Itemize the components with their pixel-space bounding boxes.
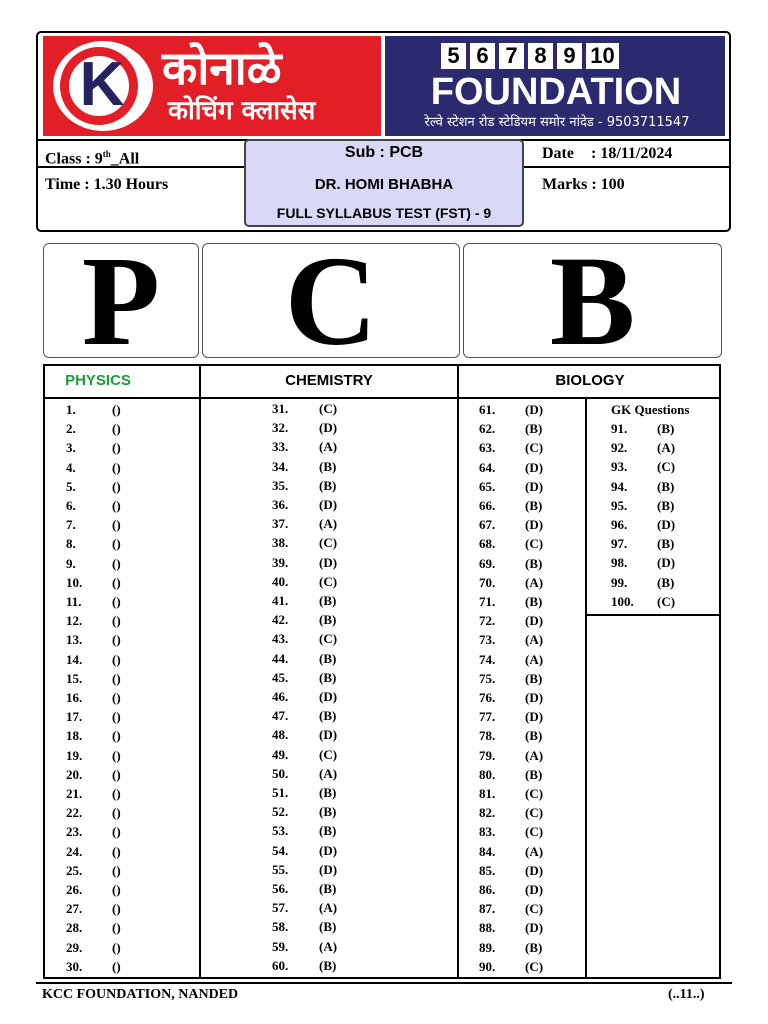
biology-answer: (A) <box>525 843 544 859</box>
chemistry-answer: (B) <box>319 612 337 628</box>
class-number-box: 5 <box>441 43 466 69</box>
gk-answer: (A) <box>657 440 676 456</box>
chemistry-answer: (A) <box>319 900 338 916</box>
physics-answer: () <box>112 728 121 744</box>
physics-answer: () <box>112 402 121 417</box>
chemistry-question-number: 49. <box>272 746 289 762</box>
chemistry-answer: (D) <box>319 420 338 436</box>
biology-answer: (C) <box>525 440 544 456</box>
gk-question-number: 95. <box>611 497 628 513</box>
chemistry-question-number: 32. <box>272 420 289 436</box>
physics-question-number: 3. <box>66 440 76 456</box>
physics-answer: () <box>112 882 121 897</box>
chemistry-question-number: 51. <box>272 785 289 800</box>
chemistry-answer: (B) <box>319 881 337 896</box>
chemistry-question-number: 58. <box>272 919 289 935</box>
chemistry-answer: (B) <box>319 477 337 493</box>
physics-question-number: 15. <box>66 670 83 686</box>
biology-answer: (B) <box>525 728 543 744</box>
biology-header: BIOLOGY <box>555 372 625 389</box>
physics-answer: () <box>112 766 121 782</box>
physics-question-number: 8. <box>66 536 76 552</box>
chemistry-answer: (C) <box>319 573 338 589</box>
chemistry-answer: (B) <box>319 957 337 973</box>
chemistry-question-number: 42. <box>272 612 289 628</box>
chemistry-question-number: 43. <box>272 631 289 647</box>
logo-letter: K <box>79 50 125 119</box>
gk-answer: (D) <box>657 517 676 532</box>
biology-answer: (D) <box>525 459 544 475</box>
physics-question-number: 1. <box>66 402 76 417</box>
physics-question-number: 16. <box>66 690 83 705</box>
chemistry-answer: (D) <box>319 842 338 858</box>
physics-answer: () <box>112 805 121 821</box>
biology-question-number: 65. <box>479 478 496 494</box>
physics-question-number: 18. <box>66 728 83 744</box>
biology-answer: (D) <box>525 920 544 936</box>
biology-answer: (D) <box>525 478 544 494</box>
biology-question-number: 86. <box>479 882 496 897</box>
column-divider <box>585 398 587 979</box>
chemistry-question-number: 38. <box>272 535 289 551</box>
chemistry-question-number: 54. <box>272 842 289 858</box>
biology-answer: (A) <box>525 632 544 648</box>
physics-question-number: 20. <box>66 766 83 782</box>
biology-question-number: 84. <box>479 843 496 859</box>
physics-question-number: 30. <box>66 958 83 974</box>
chemistry-answer: (B) <box>319 593 337 608</box>
biology-question-number: 77. <box>479 709 496 725</box>
physics-answer: () <box>112 574 121 590</box>
physics-answer: () <box>112 824 121 840</box>
chemistry-answer: (D) <box>319 861 338 877</box>
physics-answer: () <box>112 459 121 475</box>
biology-answer: (A) <box>525 747 544 763</box>
gk-divider <box>586 614 721 616</box>
chemistry-question-number: 34. <box>272 458 289 474</box>
chemistry-question-number: 36. <box>272 497 289 512</box>
biology-question-number: 70. <box>479 574 496 590</box>
biology-question-number: 79. <box>479 747 496 763</box>
gk-answer: (C) <box>657 459 676 475</box>
physics-answer: () <box>112 862 121 878</box>
gk-question-number: 92. <box>611 440 628 456</box>
physics-question-number: 28. <box>66 920 83 936</box>
biology-answer: (B) <box>525 555 543 571</box>
biology-question-number: 61. <box>479 402 496 417</box>
gk-answer: (D) <box>657 555 676 571</box>
chemistry-answer: (A) <box>319 938 338 954</box>
physics-answer: () <box>112 421 121 437</box>
biology-answer: (B) <box>525 594 543 609</box>
chemistry-question-number: 37. <box>272 516 289 532</box>
big-letter-b: B <box>463 243 722 358</box>
physics-question-number: 4. <box>66 459 76 475</box>
chemistry-question-number: 48. <box>272 727 289 743</box>
gk-question-number: 91. <box>611 421 628 436</box>
physics-question-number: 27. <box>66 901 83 917</box>
chemistry-question-number: 50. <box>272 765 289 781</box>
marks-info: Marks : 100 <box>542 176 625 193</box>
physics-answer: () <box>112 517 121 533</box>
chemistry-answer: (D) <box>319 497 338 512</box>
biology-answer: (C) <box>525 786 544 801</box>
biology-answer: (D) <box>525 709 544 725</box>
biology-answer: (D) <box>525 402 544 417</box>
physics-question-number: 11. <box>66 594 82 609</box>
physics-question-number: 29. <box>66 939 83 955</box>
physics-answer: () <box>112 498 121 513</box>
biology-answer: (C) <box>525 805 544 821</box>
physics-question-number: 5. <box>66 478 76 494</box>
class-info: Class : 9th_All <box>45 149 140 168</box>
chemistry-answer: (B) <box>319 919 337 935</box>
biology-answer: (C) <box>525 824 544 840</box>
chemistry-answer: (B) <box>319 785 337 800</box>
physics-answer: () <box>112 786 121 801</box>
class-number-box: 8 <box>528 43 553 69</box>
chemistry-question-number: 44. <box>272 650 289 666</box>
chemistry-question-number: 47. <box>272 708 289 724</box>
address-text: रेल्वे स्टेशन रोड स्टेडियम समोर नांदेड - 9503711547 <box>424 115 690 130</box>
physics-question-number: 19. <box>66 747 83 763</box>
biology-answer: (D) <box>525 517 544 533</box>
class-number-box: 6 <box>470 43 495 69</box>
physics-answer: () <box>112 651 121 667</box>
biology-answer: (C) <box>525 536 544 552</box>
biology-question-number: 64. <box>479 459 496 475</box>
physics-answer: () <box>112 478 121 494</box>
physics-question-number: 25. <box>66 862 83 878</box>
physics-question-number: 13. <box>66 632 83 648</box>
biology-question-number: 75. <box>479 670 496 686</box>
biology-answer: (A) <box>525 574 544 590</box>
physics-answer: () <box>112 843 121 859</box>
physics-answer: () <box>112 632 121 648</box>
physics-question-number: 22. <box>66 805 83 821</box>
gk-answer: (C) <box>657 593 676 609</box>
chemistry-answer: (B) <box>319 650 337 666</box>
physics-question-number: 14. <box>66 651 83 667</box>
biology-answer: (B) <box>525 421 543 437</box>
biology-question-number: 69. <box>479 555 496 571</box>
biology-question-number: 88. <box>479 920 496 936</box>
chemistry-answer: (B) <box>319 823 337 839</box>
biology-question-number: 63. <box>479 440 496 456</box>
divider <box>524 166 731 168</box>
gk-question-number: 97. <box>611 536 628 552</box>
chemistry-question-number: 33. <box>272 439 289 455</box>
chemistry-question-number: 35. <box>272 477 289 493</box>
chemistry-answer: (A) <box>319 516 338 532</box>
chemistry-question-number: 31. <box>272 401 289 416</box>
biology-question-number: 80. <box>479 766 496 782</box>
chemistry-answer: (D) <box>319 554 338 570</box>
physics-question-number: 12. <box>66 613 83 629</box>
physics-question-number: 6. <box>66 498 76 513</box>
chemistry-answer: (B) <box>319 458 337 474</box>
footer-rule <box>36 982 732 984</box>
chemistry-question-number: 52. <box>272 804 289 820</box>
physics-answer: () <box>112 440 121 456</box>
gk-answer: (B) <box>657 497 675 513</box>
biology-question-number: 67. <box>479 517 496 533</box>
gk-question-number: 100. <box>611 593 634 609</box>
class-number-box: 10 <box>586 43 619 69</box>
class-number-box: 9 <box>557 43 582 69</box>
chemistry-header: CHEMISTRY <box>285 372 373 389</box>
chemistry-answer: (D) <box>319 727 338 743</box>
physics-question-number: 17. <box>66 709 83 725</box>
chemistry-question-number: 41. <box>272 593 289 608</box>
physics-answer: () <box>112 536 121 552</box>
chemistry-answer: (B) <box>319 804 337 820</box>
physics-answer: () <box>112 958 121 974</box>
biology-answer: (B) <box>525 766 543 782</box>
time-info: Time : 1.30 Hours <box>45 176 169 193</box>
physics-answer: () <box>112 555 121 571</box>
class-number-box: 7 <box>499 43 524 69</box>
biology-question-number: 89. <box>479 939 496 955</box>
test-type: FULL SYLLABUS TEST (FST) - 9 <box>276 205 492 221</box>
column-divider <box>199 364 201 979</box>
gk-question-number: 93. <box>611 459 628 475</box>
gk-question-number: 98. <box>611 555 628 571</box>
gk-answer: (B) <box>657 536 675 552</box>
physics-question-number: 9. <box>66 555 76 571</box>
chemistry-answer: (C) <box>319 631 338 647</box>
test-name: DR. HOMI BHABHA <box>314 176 454 193</box>
chemistry-answer: (B) <box>319 669 337 685</box>
chemistry-answer: (C) <box>319 746 338 762</box>
physics-answer: () <box>112 901 121 917</box>
big-letter-c: C <box>202 243 460 358</box>
column-divider <box>457 364 459 979</box>
physics-question-number: 2. <box>66 421 76 437</box>
biology-question-number: 87. <box>479 901 496 917</box>
chemistry-question-number: 56. <box>272 881 289 896</box>
biology-answer: (D) <box>525 862 544 878</box>
biology-answer: (D) <box>525 613 544 629</box>
biology-question-number: 90. <box>479 958 496 974</box>
footer-org: KCC FOUNDATION, NANDED <box>42 987 239 1002</box>
gk-question-number: 96. <box>611 517 628 532</box>
physics-answer: () <box>112 939 121 955</box>
biology-question-number: 74. <box>479 651 496 667</box>
subject-label: Sub : PCB <box>344 144 424 161</box>
chemistry-answer: (A) <box>319 765 338 781</box>
biology-answer: (A) <box>525 651 544 667</box>
biology-answer: (B) <box>525 670 543 686</box>
big-letter-p: P <box>43 243 199 358</box>
chemistry-answer: (B) <box>319 708 337 724</box>
physics-question-number: 21. <box>66 786 83 801</box>
biology-question-number: 62. <box>479 421 496 437</box>
chemistry-question-number: 59. <box>272 938 289 954</box>
date-value: : 18/11/2024 <box>591 145 673 162</box>
gk-answer: (B) <box>657 421 675 436</box>
biology-question-number: 81. <box>479 786 496 801</box>
page-number: (..11..) <box>668 987 705 1002</box>
biology-answer: (C) <box>525 958 544 974</box>
physics-answer: () <box>112 920 121 936</box>
brand-name-marathi: कोनाळे <box>162 41 282 95</box>
biology-question-number: 68. <box>479 536 496 552</box>
answer-table <box>43 364 721 979</box>
foundation-title: FOUNDATION <box>430 71 682 113</box>
gk-answer: (B) <box>657 574 675 590</box>
biology-question-number: 66. <box>479 498 496 513</box>
physics-answer: () <box>112 747 121 763</box>
gk-question-number: 99. <box>611 574 628 590</box>
chemistry-question-number: 39. <box>272 554 289 570</box>
chemistry-answer: (D) <box>319 689 338 704</box>
biology-question-number: 85. <box>479 862 496 878</box>
physics-answer: () <box>112 594 121 609</box>
biology-question-number: 78. <box>479 728 496 744</box>
chemistry-question-number: 57. <box>272 900 289 916</box>
physics-header: PHYSICS <box>65 372 131 389</box>
biology-answer: (D) <box>525 690 544 705</box>
physics-question-number: 24. <box>66 843 83 859</box>
brand-subtitle-marathi: कोचिंग क्लासेस <box>168 96 316 126</box>
biology-question-number: 76. <box>479 690 496 705</box>
physics-answer: () <box>112 613 121 629</box>
biology-question-number: 82. <box>479 805 496 821</box>
chemistry-answer: (C) <box>319 535 338 551</box>
physics-answer: () <box>112 690 121 705</box>
chemistry-question-number: 55. <box>272 861 289 877</box>
biology-question-number: 83. <box>479 824 496 840</box>
chemistry-question-number: 45. <box>272 669 289 685</box>
biology-answer: (C) <box>525 901 544 917</box>
physics-question-number: 7. <box>66 517 76 533</box>
gk-question-number: 94. <box>611 478 628 494</box>
physics-answer: () <box>112 670 121 686</box>
chemistry-question-number: 53. <box>272 823 289 839</box>
biology-answer: (B) <box>525 498 543 513</box>
physics-question-number: 26. <box>66 882 83 897</box>
date-label: Date <box>542 145 574 162</box>
physics-question-number: 23. <box>66 824 83 840</box>
chemistry-answer: (A) <box>319 439 338 455</box>
chemistry-question-number: 46. <box>272 689 289 704</box>
chemistry-question-number: 60. <box>272 957 289 973</box>
biology-question-number: 73. <box>479 632 496 648</box>
chemistry-answer: (C) <box>319 401 338 416</box>
gk-answer: (B) <box>657 478 675 494</box>
biology-answer: (B) <box>525 939 543 955</box>
biology-answer: (D) <box>525 882 544 897</box>
gk-header: GK Questions <box>611 402 690 417</box>
biology-question-number: 72. <box>479 613 496 629</box>
physics-answer: () <box>112 709 121 725</box>
physics-question-number: 10. <box>66 574 83 590</box>
chemistry-question-number: 40. <box>272 573 289 589</box>
biology-question-number: 71. <box>479 594 496 609</box>
